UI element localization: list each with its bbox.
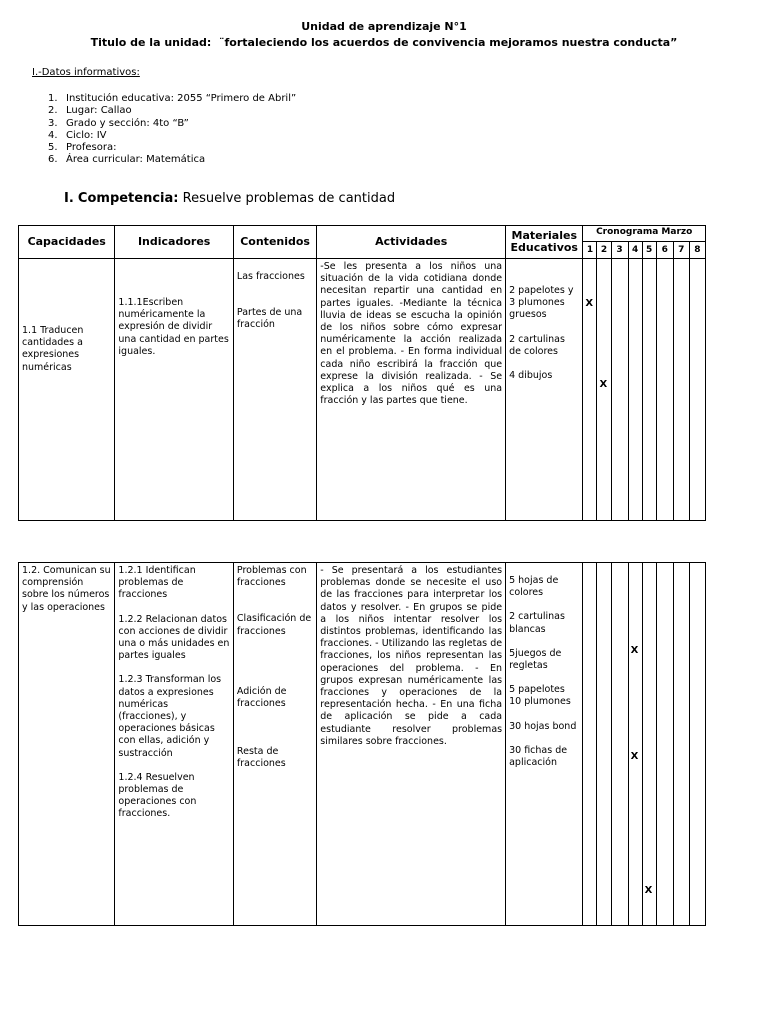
week-cell: [673, 259, 689, 521]
week-cell: [656, 259, 673, 521]
datos-list: [48, 93, 296, 167]
week-mark: X: [630, 645, 639, 656]
week-cell: [597, 563, 611, 926]
header-capacidades: Capacidades: [19, 226, 115, 259]
week-cell: [656, 563, 673, 926]
list-item: 2. Lugar: Callao: [48, 105, 132, 117]
header-actividades: Actividades: [317, 226, 506, 259]
document-title: Unidad de aprendizaje N°1: [301, 20, 467, 33]
week-mark: X: [599, 379, 608, 390]
week-cell: [642, 563, 656, 926]
week-number: 7: [673, 242, 689, 259]
capacidad-cell: 1.2. Comunican su comprensión sobre los números y las operaciones: [19, 563, 115, 926]
header-materiales: Materiales Educativos: [506, 226, 583, 259]
week-mark: X: [630, 751, 639, 762]
unit-title: [0, 36, 768, 49]
header-contenidos: Contenidos: [233, 226, 316, 259]
week-cell: [628, 259, 642, 521]
week-cell: [597, 259, 611, 521]
week-cell: [611, 259, 628, 521]
week-number: 6: [656, 242, 673, 259]
week-cell: [673, 563, 689, 926]
week-number: 1: [583, 242, 597, 259]
indicador-cell: 1.1.1Escriben numéricamente la expresión de dividir una cantidad en partes iguales.: [115, 259, 234, 521]
week-cell: [642, 259, 656, 521]
header-indicadores: Indicadores: [115, 226, 234, 259]
contenido-cell: Problemas con fracciones Clasificación de fracciones Adición de fracciones Resta de fracciones: [233, 563, 316, 926]
header-cronograma: Cronograma Marzo: [583, 226, 706, 242]
week-cell: [583, 259, 597, 521]
week-cell: [628, 563, 642, 926]
list-item: 1. Institución educativa: 2055 “Primero de Abril”: [48, 93, 297, 104]
capacidad-cell: 1.1 Traducen cantidades a expresiones numéricas: [19, 259, 115, 521]
planning-table-2: [18, 562, 706, 926]
materiales-cell: 2 papelotes y 3 plumones gruesos 2 cartulinas de colores 4 dibujos: [506, 259, 583, 521]
table-row: [19, 563, 706, 926]
list-item: 3. Grado y sección: 4to “B”: [48, 117, 189, 129]
indicador-cell: 1.2.1 Identifican problemas de fracciones 1.2.2 Relacionan datos con acciones de dividir una o más unidades en partes iguales 1.2.3 Transforman los datos a expresiones numéricas (fracciones), y operaciones básicas con ellas, adición y sustracción 1.2.4 Resuelven problemas de operaciones con fracciones.: [115, 563, 234, 926]
week-number: 4: [628, 242, 642, 259]
actividades-cell: - Se presentará a los estudiantes problemas donde se necesite el uso de las fracciones para interpretar los datos y resolver. - En grupos se pide a los niños intentar resolver los distintos problemas, identificando las fracciones. - Utilizando las regletas de fracciones, los niños representan las operaciones del problema. - En grupos expresan numéricamente las fracciones y operaciones de la representación hecha. - En una ficha de aplicación se pide a cada estudiante resolver problemas similares sobre fracciones.: [317, 563, 506, 926]
datos-heading: I.-Datos informativos:: [32, 67, 140, 78]
list-item: 4. Ciclo: IV: [48, 129, 107, 141]
week-cell: [611, 563, 628, 926]
week-mark: X: [644, 885, 653, 896]
list-item: 5. Profesora:: [48, 142, 117, 154]
week-number: 2: [597, 242, 611, 259]
week-cell: [583, 563, 597, 926]
competencia-heading: I. Competencia: Resuelve problemas de cantidad: [64, 191, 396, 206]
week-mark: X: [585, 298, 594, 309]
week-number: 8: [689, 242, 705, 259]
materiales-cell: 5 hojas de colores 2 cartulinas blancas 5juegos de regletas 5 papelotes 10 plumones 30 hojas bond 30 fichas de aplicación: [506, 563, 583, 926]
week-cell: [689, 563, 705, 926]
unit-title-label: Titulo de la unidad:: [90, 36, 212, 49]
planning-table-1: [18, 225, 706, 521]
actividades-cell: -Se les presenta a los niños una situación de la vida cotidiana donde necesitan repartir una cantidad en partes iguales. -Mediante la técnica lluvia de ideas se escucha la opinión de los niños sobre cómo expresar numéricamente la acción realizada en el problema. - En forma individual cada niño escribirá la fracción que exprese la división realizada. - Se explica a los niños qué es una fracción y las partes que tiene.: [317, 259, 506, 521]
contenido-cell: Las fracciones Partes de una fracción: [233, 259, 316, 521]
week-number: 3: [611, 242, 628, 259]
list-item: 6. Área curricular: Matemática: [48, 154, 206, 166]
week-cell: [689, 259, 705, 521]
week-number: 5: [642, 242, 656, 259]
unit-title-value: ¨fortaleciendo los acuerdos de convivencia mejoramos nuestra conducta”: [219, 36, 678, 49]
table-row: [19, 259, 706, 521]
